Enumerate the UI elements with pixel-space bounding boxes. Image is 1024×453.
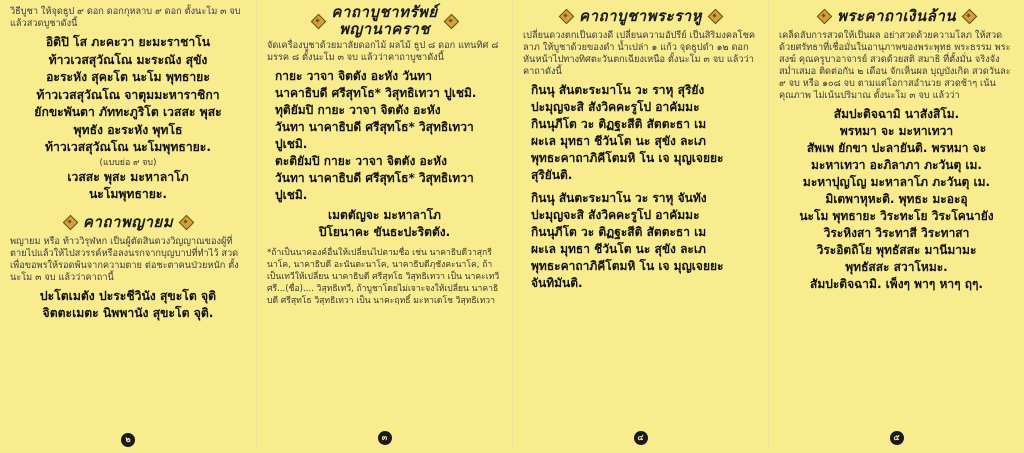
chant-line: มิเตพาหุหะติ. พุทธะ มะอะอุ: [825, 192, 968, 206]
chant-line: สัมปะติจฉามิ. เพ็งๆ พาๆ หาๆ ฤๆ.: [810, 277, 983, 291]
intro-text: เคล็ดลับการสวดให้เป็นผล อย่าสวดด้วยความโลภ ให้สวดด้วยศรัทธาที่เชื่อมั่นในอานุภาพของพระพุทธ พระธรรม พระสงฆ์ คุณครูบาอาจารย์ สวดด้วยสติ สมาธิ ที่ตั้งมั่น จริงจัง สม่ำเสมอ ติดต่อกัน ๒ เดือน จักเห็นผล บุญบังเกิด สวดวันละ ๙ จบ หรือ ๑๐๘ จบ ตามแต่โอกาสอำนวย สวดช้าๆ เน้นคุณภาพ ไม่เน้นปริมาณ ตั้งนะโม ๓ จบ แล้วว่า: [779, 30, 1011, 101]
page-number: [523, 431, 758, 445]
chant-line: วันทา นาคาธิบดี ศรีสุทโธ* วิสุทธิเทวา: [275, 120, 474, 134]
chant-line: กินนุ สันตะระมาโน วะ ราหุ จันทัง: [531, 191, 707, 205]
diamond-ornament-icon: [444, 14, 458, 28]
diamond-ornament-icon: [179, 215, 193, 229]
chant-line: จันทิมันติ.: [531, 276, 583, 290]
page-number-text: ๔: [634, 431, 648, 445]
chant-line: พรหมา จะ มะหาเทวา: [839, 124, 954, 138]
chant-line: อะระหัง สุคะโต นะโม พุทธายะ: [46, 70, 210, 84]
chant-line: ผะเล มุทธา ชีวันโต นะ สุขัง ละเภ: [531, 242, 706, 256]
chant-block: [779, 106, 1014, 293]
chant-line: สุริยันติ.: [531, 168, 573, 182]
chant-line: มะหาเทวา อะภิลาภา ภะวันตุ เม.: [811, 158, 982, 172]
chant-line: ผะเล มุทธา ชีวันโต นะ สุขัง ละเภ: [531, 134, 706, 148]
chant-block: [267, 68, 502, 204]
diamond-ornament-icon: [962, 9, 976, 23]
section-title: [267, 4, 502, 38]
page-number: [267, 431, 502, 445]
chant-line: ปิโยนาคะ ขันธะปะริตตัง.: [318, 225, 451, 239]
chant-line: กินนุ สันตะระมาโน วะ ราหุ สุริยัง: [531, 83, 705, 97]
chant-line: ท้าวเวสสุวัณโณ นะโมพุทธายะ.: [45, 140, 211, 154]
short-version-note: (แบบย่อ ๙ จบ): [99, 157, 157, 168]
diamond-ornament-icon: [559, 9, 573, 23]
chant-line: ปะโตเมตัง ปะระชีวินัง สุขะโต จุติ: [39, 288, 217, 303]
diamond-ornament-icon: [63, 215, 77, 229]
page-column-2: [256, 0, 512, 451]
diamond-ornament-icon: [708, 9, 722, 23]
chant-block: [523, 82, 758, 184]
section-title-text: พระคาถาเงินล้าน: [836, 7, 957, 25]
chant-line: ปูเชมิ.: [275, 188, 308, 202]
chant-line: วิระอิตถิโย พุทธัสสะ มานีมามะ: [816, 243, 977, 257]
chant-line: นะโม พุทธายะ วิระทะโย วิระโคนายัง: [799, 209, 994, 223]
chant-line: สัพเพ ยักขา ปะลายันติ. พรหมา จะ: [806, 141, 987, 155]
title-line: พญานาคราช: [339, 20, 430, 38]
intro-text: พญายม หรือ ท้าววิรุฬหก เป็นผู้ตัดสินดวงวิญญาณของผู้ที่ตายไปแล้วให้ไปสวรรค์หรือลงนรกจากบุญบาปที่ทำไว้ สวดเพื่อขอพรให้รอดพ้นจากความตาย ต่อชะตาคนป่วยหนัก ตั้งนะโม ๓ จบ แล้วว่าคาถานี้: [10, 235, 239, 283]
footnote-text: *ถ้าเป็นนาคองค์อื่นให้เปลี่ยนไปตามชื่อ เช่น นาคาธิบดีวาสุกรีนาโค, นาคาธิบดี อะนันตะนาโค, นาคาธิบดีภุชังคะนาโค, ถ้าเป็นเทวีให้เปลี่ยน นาคาธิบดี ศรีสุทโธ วิสุทธิเทวา เป็น นาคะเทวี ศรี...(ชื่อ).... วิสุทธิเทวี, ถ้าบูชาโดยไม่เจาะจงให้เปลี่ยน นาคาธิบดี ศรีสุทโธ วิสุทธิเทวา เป็น นาคะฤทธิ์ มะหาเดโช วิสุทธิเทวา: [267, 248, 500, 306]
chant-line: พุทธัสสะ สวาโหมะ.: [845, 260, 948, 274]
intro-text: จัดเครื่องบูชาด้วยมาลัยดอกไม้ ผลไม้ ธูป ๘ ดอก แทนทิศ ๘ มรรค ๘ ตั้งนะโม ๓ จบ แล้วว่าคาถาบูชาดังนี้: [267, 40, 499, 63]
section-title: [523, 4, 758, 28]
chant-line: ท้าวเวสสุวัณโณ มะระณัง สุขัง: [48, 52, 208, 67]
page-number-text: ๕: [890, 431, 904, 445]
chant-line: กินนุภีโต วะ ติฏฐะสีติ สัตตะธา เม: [531, 117, 707, 131]
chant-line: วันทา นาคาธิบดี ศรีสุทโธ* วิสุทธิเทวา: [275, 171, 474, 185]
page-number: [779, 431, 1014, 445]
page-column-4: [768, 0, 1024, 451]
chant-line: ยักขะพันตา ภัททะภูริโต เวสสะ พุสะ: [34, 105, 222, 119]
chant-line: กินนุภีโต วะ ติฏฐะสีติ สัตตะธา เม: [531, 225, 707, 239]
page-number: [10, 433, 246, 447]
chant-block: [523, 190, 758, 292]
chant-line: มะหาปุญโญ มะหาลาโภ ภะวันตุ เม.: [802, 175, 991, 189]
chant-line: เวสสะ พุสะ มะหาลาโภ: [67, 169, 189, 184]
title-line: คาถาบูชาทรัพย์: [331, 3, 438, 21]
section-title: [779, 4, 1014, 28]
chant-line: ท้าวเวสสุวัณโณ จาตุมมะหาราชิกา: [36, 87, 220, 102]
chant-line: ปะมุญจะสิ สังวิคคะรูโป อาคัมมะ: [531, 208, 700, 222]
section-title: [10, 210, 246, 234]
page-column-1: [0, 0, 256, 451]
chant-line: จิตตะเมตะ นิพพานัง สุขะโต จุติ.: [42, 306, 214, 320]
page-column-3: [512, 0, 768, 451]
chant-line: กายะ วาจา จิตตัง อะหัง วันทา: [275, 69, 432, 83]
section-title-text: คาถาพญายม: [82, 212, 174, 231]
diamond-ornament-icon: [817, 9, 831, 23]
chant-line: เมตตัญจะ มะหาลาโภ: [328, 208, 441, 222]
intro-text: วิธีบูชา ให้จุดธูป ๙ ดอก ดอกกุหลาบ ๙ ดอก ตั้งนะโม ๓ จบ แล้วสวดบูชาดังนี้: [10, 6, 241, 29]
chant-line: นาคาธิบดี ศรีสุทโธ* วิสุทธิเทวา ปูเชมิ.: [275, 86, 477, 100]
chant-line: พุทธะคาถาภิคีโตมหิ โน เจ มุญเจยยะ: [531, 259, 724, 273]
section-title-text: [331, 4, 437, 38]
chant-line: สัมปะติจฉามิ นาสังสิโม.: [833, 107, 960, 121]
page-number-text: ๓: [378, 431, 392, 445]
chant-line: พุทธัง อะระหัง พุทโธ: [73, 122, 183, 137]
section-title-text: คาถาบูชาพระราหู: [579, 7, 702, 25]
chant-line: ตะติยัมปิ กายะ วาจา จิตตัง อะหัง: [275, 154, 447, 168]
page-number-text: ๒: [121, 433, 135, 447]
chant-line: อิติปิ โส ภะคะวา ยะมะราชาโน: [45, 35, 211, 49]
chant-line: วิระหิงสา วิระทาสี วิระทาสา: [823, 226, 970, 240]
short-chant-block: [10, 169, 246, 204]
intro-text: เปลี่ยนดวงตกเป็นดวงดี เปลี่ยนความอัปรีย์ เป็นสิริมงคลโชคลาภ ให้บูชาด้วยของดำ น้ำเปล่า ๑ แก้ว จุดธูปดำ ๑๒ ดอก หันหน้าไปทางทิศตะวันตกเฉียงเหนือ ตั้งนะโม ๓ จบ แล้วว่าคาถาดังนี้: [523, 30, 755, 77]
diamond-ornament-icon: [311, 14, 325, 28]
chant-block: [10, 34, 246, 157]
chant-block: [10, 288, 246, 323]
chant-line: นะโมพุทธายะ.: [88, 187, 168, 201]
closing-chant-block: [267, 207, 502, 241]
chant-line: พุทธะคาถาภิคีโตมหิ โน เจ มุญเจยยะ: [531, 151, 724, 165]
chant-line: ทุติยัมปิ กายะ วาจา จิตตัง อะหัง: [275, 103, 441, 117]
chant-line: ปะมุญจะสิ สังวิคคะรูโป อาคัมมะ: [531, 100, 700, 114]
chant-line: ปูเชมิ.: [275, 137, 308, 151]
